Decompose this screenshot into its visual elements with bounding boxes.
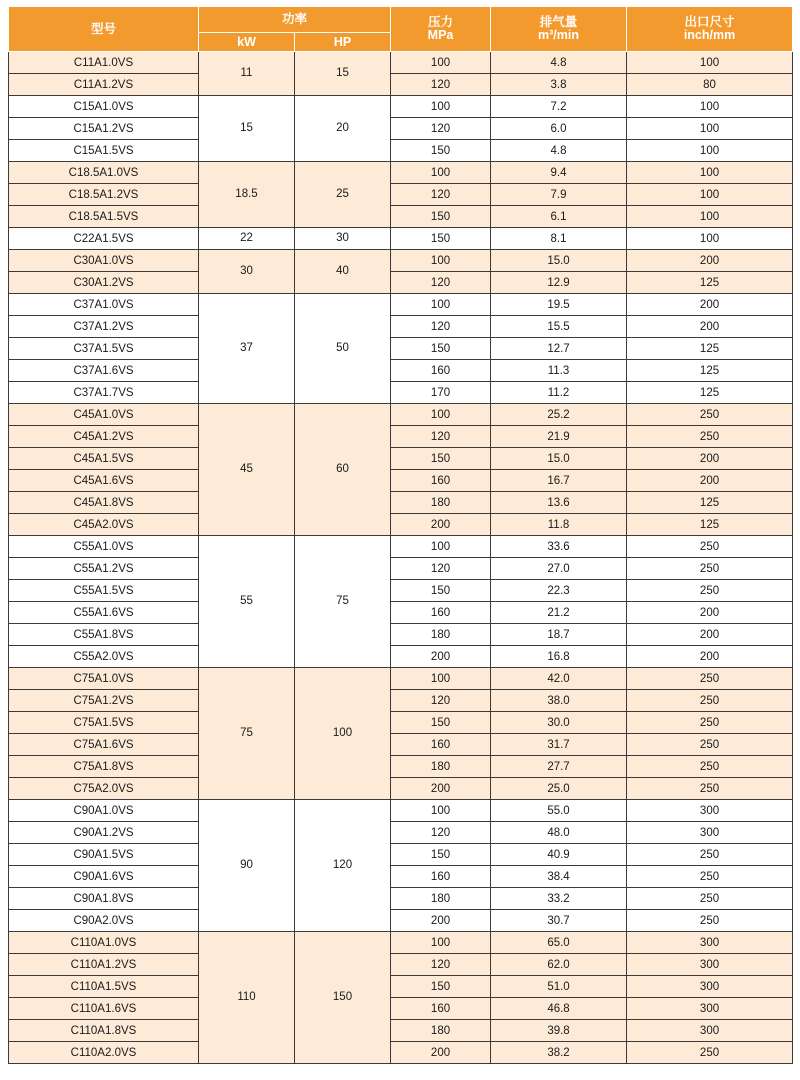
model-cell: C110A1.2VS	[9, 954, 199, 976]
header-flow-label: 排气量	[539, 15, 578, 29]
pressure-cell: 200	[391, 778, 491, 800]
flow-cell: 15.0	[491, 448, 627, 470]
outlet-cell: 250	[627, 844, 793, 866]
outlet-cell: 250	[627, 580, 793, 602]
outlet-cell: 250	[627, 734, 793, 756]
table-row	[9, 514, 793, 536]
flow-cell: 48.0	[491, 822, 627, 844]
pressure-cell: 120	[391, 184, 491, 206]
flow-cell: 38.0	[491, 690, 627, 712]
pressure-cell: 200	[391, 1042, 491, 1064]
table-row	[9, 734, 793, 756]
table-row	[9, 580, 793, 602]
power-hp-cell: 60	[295, 404, 391, 536]
header-pressure	[391, 7, 491, 52]
pressure-cell: 200	[391, 514, 491, 536]
power-hp-cell: 40	[295, 250, 391, 294]
pressure-cell: 120	[391, 316, 491, 338]
table-row	[9, 470, 793, 492]
table-row	[9, 96, 793, 118]
outlet-cell: 250	[627, 888, 793, 910]
outlet-cell: 300	[627, 932, 793, 954]
outlet-cell: 250	[627, 690, 793, 712]
flow-cell: 4.8	[491, 52, 627, 74]
flow-cell: 11.3	[491, 360, 627, 382]
table-row	[9, 184, 793, 206]
outlet-cell: 200	[627, 624, 793, 646]
outlet-cell: 200	[627, 470, 793, 492]
flow-cell: 31.7	[491, 734, 627, 756]
flow-cell: 3.8	[491, 74, 627, 96]
outlet-cell: 200	[627, 602, 793, 624]
model-cell: C110A2.0VS	[9, 1042, 199, 1064]
model-cell: C22A1.5VS	[9, 228, 199, 250]
pressure-cell: 150	[391, 206, 491, 228]
model-cell: C110A1.0VS	[9, 932, 199, 954]
power-kw-cell: 90	[199, 800, 295, 932]
pressure-cell: 100	[391, 96, 491, 118]
outlet-cell: 300	[627, 954, 793, 976]
table-row	[9, 118, 793, 140]
outlet-cell: 250	[627, 558, 793, 580]
outlet-cell: 125	[627, 360, 793, 382]
pressure-cell: 160	[391, 470, 491, 492]
power-kw-cell: 45	[199, 404, 295, 536]
pressure-cell: 120	[391, 954, 491, 976]
pressure-cell: 160	[391, 998, 491, 1020]
pressure-cell: 120	[391, 272, 491, 294]
table-row	[9, 800, 793, 822]
outlet-cell: 200	[627, 316, 793, 338]
model-cell: C90A1.5VS	[9, 844, 199, 866]
table-row	[9, 404, 793, 426]
outlet-cell: 80	[627, 74, 793, 96]
pressure-cell: 120	[391, 426, 491, 448]
power-hp-cell: 50	[295, 294, 391, 404]
header-pressure-unit: MPa	[427, 28, 454, 42]
outlet-cell: 100	[627, 206, 793, 228]
pressure-cell: 120	[391, 74, 491, 96]
model-cell: C37A1.0VS	[9, 294, 199, 316]
pressure-cell: 100	[391, 250, 491, 272]
flow-cell: 12.7	[491, 338, 627, 360]
header-flow	[491, 7, 627, 52]
flow-cell: 19.5	[491, 294, 627, 316]
table-row	[9, 316, 793, 338]
pressure-cell: 200	[391, 910, 491, 932]
flow-cell: 40.9	[491, 844, 627, 866]
power-kw-cell: 11	[199, 52, 295, 96]
outlet-cell: 250	[627, 866, 793, 888]
outlet-cell: 300	[627, 800, 793, 822]
model-cell: C90A1.6VS	[9, 866, 199, 888]
pressure-cell: 200	[391, 646, 491, 668]
pressure-cell: 150	[391, 140, 491, 162]
model-cell: C90A1.2VS	[9, 822, 199, 844]
power-kw-cell: 37	[199, 294, 295, 404]
table-row	[9, 162, 793, 184]
model-cell: C45A1.5VS	[9, 448, 199, 470]
flow-cell: 21.9	[491, 426, 627, 448]
header-outlet-label: 出口尺寸	[684, 15, 735, 29]
flow-cell: 27.0	[491, 558, 627, 580]
table-row	[9, 778, 793, 800]
flow-cell: 8.1	[491, 228, 627, 250]
flow-cell: 4.8	[491, 140, 627, 162]
pressure-cell: 100	[391, 668, 491, 690]
pressure-cell: 100	[391, 52, 491, 74]
outlet-cell: 250	[627, 712, 793, 734]
outlet-cell: 200	[627, 250, 793, 272]
power-kw-cell: 110	[199, 932, 295, 1064]
table-row	[9, 624, 793, 646]
outlet-cell: 250	[627, 1042, 793, 1064]
table-row	[9, 52, 793, 74]
pressure-cell: 150	[391, 448, 491, 470]
power-hp-cell: 30	[295, 228, 391, 250]
power-kw-cell: 55	[199, 536, 295, 668]
table-row	[9, 360, 793, 382]
outlet-cell: 100	[627, 228, 793, 250]
model-cell: C45A2.0VS	[9, 514, 199, 536]
pressure-cell: 180	[391, 624, 491, 646]
model-cell: C55A1.0VS	[9, 536, 199, 558]
table-row	[9, 536, 793, 558]
model-cell: C11A1.2VS	[9, 74, 199, 96]
table-body	[9, 52, 793, 1064]
flow-cell: 13.6	[491, 492, 627, 514]
flow-cell: 38.4	[491, 866, 627, 888]
model-cell: C11A1.0VS	[9, 52, 199, 74]
table-row	[9, 756, 793, 778]
flow-cell: 6.1	[491, 206, 627, 228]
outlet-cell: 250	[627, 756, 793, 778]
header-outlet	[627, 7, 793, 52]
outlet-cell: 125	[627, 492, 793, 514]
pressure-cell: 150	[391, 712, 491, 734]
table-header	[9, 7, 793, 52]
pressure-cell: 120	[391, 822, 491, 844]
power-kw-cell: 18.5	[199, 162, 295, 228]
table-row	[9, 910, 793, 932]
flow-cell: 30.7	[491, 910, 627, 932]
model-cell: C90A1.0VS	[9, 800, 199, 822]
outlet-cell: 100	[627, 140, 793, 162]
model-cell: C18.5A1.2VS	[9, 184, 199, 206]
pressure-cell: 150	[391, 844, 491, 866]
header-kw: kW	[199, 33, 295, 52]
outlet-cell: 125	[627, 338, 793, 360]
model-cell: C15A1.0VS	[9, 96, 199, 118]
header-power: 功率	[199, 7, 391, 33]
model-cell: C37A1.7VS	[9, 382, 199, 404]
pressure-cell: 100	[391, 800, 491, 822]
flow-cell: 16.7	[491, 470, 627, 492]
outlet-cell: 100	[627, 118, 793, 140]
power-kw-cell: 75	[199, 668, 295, 800]
outlet-cell: 250	[627, 426, 793, 448]
model-cell: C18.5A1.0VS	[9, 162, 199, 184]
power-hp-cell: 100	[295, 668, 391, 800]
table-row	[9, 998, 793, 1020]
pressure-cell: 180	[391, 492, 491, 514]
header-flow-unit: m³/min	[538, 28, 579, 42]
table-row	[9, 976, 793, 998]
flow-cell: 30.0	[491, 712, 627, 734]
pressure-cell: 150	[391, 580, 491, 602]
flow-cell: 22.3	[491, 580, 627, 602]
flow-cell: 18.7	[491, 624, 627, 646]
outlet-cell: 250	[627, 404, 793, 426]
outlet-cell: 125	[627, 382, 793, 404]
outlet-cell: 250	[627, 910, 793, 932]
pressure-cell: 150	[391, 228, 491, 250]
pressure-cell: 160	[391, 866, 491, 888]
table-row	[9, 668, 793, 690]
table-row	[9, 1020, 793, 1042]
model-cell: C15A1.2VS	[9, 118, 199, 140]
power-kw-cell: 30	[199, 250, 295, 294]
pressure-cell: 100	[391, 536, 491, 558]
pressure-cell: 150	[391, 976, 491, 998]
pressure-cell: 120	[391, 558, 491, 580]
model-cell: C90A1.8VS	[9, 888, 199, 910]
flow-cell: 25.2	[491, 404, 627, 426]
outlet-cell: 100	[627, 52, 793, 74]
model-cell: C37A1.2VS	[9, 316, 199, 338]
flow-cell: 11.2	[491, 382, 627, 404]
outlet-cell: 300	[627, 822, 793, 844]
pressure-cell: 160	[391, 360, 491, 382]
table-row	[9, 844, 793, 866]
pressure-cell: 180	[391, 756, 491, 778]
flow-cell: 51.0	[491, 976, 627, 998]
model-cell: C110A1.5VS	[9, 976, 199, 998]
outlet-cell: 250	[627, 778, 793, 800]
pressure-cell: 180	[391, 888, 491, 910]
table-row	[9, 866, 793, 888]
model-cell: C75A1.2VS	[9, 690, 199, 712]
table-row	[9, 954, 793, 976]
table-row	[9, 712, 793, 734]
table-row	[9, 932, 793, 954]
pressure-cell: 120	[391, 690, 491, 712]
table-row	[9, 646, 793, 668]
model-cell: C37A1.6VS	[9, 360, 199, 382]
outlet-cell: 250	[627, 668, 793, 690]
model-cell: C75A1.8VS	[9, 756, 199, 778]
model-cell: C110A1.8VS	[9, 1020, 199, 1042]
spec-table-container	[8, 6, 792, 1064]
power-hp-cell: 15	[295, 52, 391, 96]
outlet-cell: 125	[627, 514, 793, 536]
model-cell: C55A1.2VS	[9, 558, 199, 580]
pressure-cell: 180	[391, 1020, 491, 1042]
flow-cell: 6.0	[491, 118, 627, 140]
pressure-cell: 150	[391, 338, 491, 360]
flow-cell: 21.2	[491, 602, 627, 624]
pressure-cell: 100	[391, 294, 491, 316]
model-cell: C110A1.6VS	[9, 998, 199, 1020]
table-row	[9, 558, 793, 580]
pressure-cell: 120	[391, 118, 491, 140]
flow-cell: 9.4	[491, 162, 627, 184]
header-outlet-unit: inch/mm	[683, 28, 736, 42]
flow-cell: 33.2	[491, 888, 627, 910]
power-hp-cell: 25	[295, 162, 391, 228]
model-cell: C45A1.0VS	[9, 404, 199, 426]
flow-cell: 38.2	[491, 1042, 627, 1064]
model-cell: C45A1.8VS	[9, 492, 199, 514]
table-row	[9, 74, 793, 96]
outlet-cell: 200	[627, 448, 793, 470]
flow-cell: 7.2	[491, 96, 627, 118]
model-cell: C15A1.5VS	[9, 140, 199, 162]
table-row	[9, 338, 793, 360]
table-row	[9, 888, 793, 910]
table-row	[9, 690, 793, 712]
power-hp-cell: 150	[295, 932, 391, 1064]
header-model: 型号	[9, 7, 199, 52]
flow-cell: 33.6	[491, 536, 627, 558]
model-cell: C30A1.0VS	[9, 250, 199, 272]
flow-cell: 65.0	[491, 932, 627, 954]
flow-cell: 42.0	[491, 668, 627, 690]
model-cell: C30A1.2VS	[9, 272, 199, 294]
model-cell: C55A1.5VS	[9, 580, 199, 602]
table-row	[9, 492, 793, 514]
flow-cell: 27.7	[491, 756, 627, 778]
model-cell: C18.5A1.5VS	[9, 206, 199, 228]
table-row	[9, 228, 793, 250]
outlet-cell: 200	[627, 294, 793, 316]
flow-cell: 7.9	[491, 184, 627, 206]
model-cell: C45A1.6VS	[9, 470, 199, 492]
model-cell: C90A2.0VS	[9, 910, 199, 932]
flow-cell: 62.0	[491, 954, 627, 976]
flow-cell: 11.8	[491, 514, 627, 536]
pressure-cell: 100	[391, 404, 491, 426]
table-row	[9, 602, 793, 624]
flow-cell: 16.8	[491, 646, 627, 668]
outlet-cell: 300	[627, 998, 793, 1020]
table-row	[9, 448, 793, 470]
outlet-cell: 200	[627, 646, 793, 668]
model-cell: C75A2.0VS	[9, 778, 199, 800]
power-hp-cell: 20	[295, 96, 391, 162]
outlet-cell: 125	[627, 272, 793, 294]
table-row	[9, 1042, 793, 1064]
table-row	[9, 206, 793, 228]
model-cell: C55A1.8VS	[9, 624, 199, 646]
header-hp: HP	[295, 33, 391, 52]
power-kw-cell: 15	[199, 96, 295, 162]
model-cell: C55A1.6VS	[9, 602, 199, 624]
pressure-cell: 160	[391, 602, 491, 624]
table-row	[9, 426, 793, 448]
outlet-cell: 100	[627, 96, 793, 118]
table-row	[9, 250, 793, 272]
pressure-cell: 100	[391, 932, 491, 954]
flow-cell: 39.8	[491, 1020, 627, 1042]
flow-cell: 46.8	[491, 998, 627, 1020]
flow-cell: 15.0	[491, 250, 627, 272]
outlet-cell: 100	[627, 184, 793, 206]
model-cell: C75A1.0VS	[9, 668, 199, 690]
power-hp-cell: 75	[295, 536, 391, 668]
outlet-cell: 100	[627, 162, 793, 184]
flow-cell: 12.9	[491, 272, 627, 294]
model-cell: C75A1.5VS	[9, 712, 199, 734]
model-cell: C75A1.6VS	[9, 734, 199, 756]
outlet-cell: 300	[627, 1020, 793, 1042]
header-pressure-label: 压力	[428, 15, 454, 29]
table-row	[9, 294, 793, 316]
pressure-cell: 170	[391, 382, 491, 404]
flow-cell: 15.5	[491, 316, 627, 338]
flow-cell: 55.0	[491, 800, 627, 822]
model-cell: C37A1.5VS	[9, 338, 199, 360]
flow-cell: 25.0	[491, 778, 627, 800]
pressure-cell: 100	[391, 162, 491, 184]
power-kw-cell: 22	[199, 228, 295, 250]
model-cell: C55A2.0VS	[9, 646, 199, 668]
power-hp-cell: 120	[295, 800, 391, 932]
outlet-cell: 300	[627, 976, 793, 998]
outlet-cell: 250	[627, 536, 793, 558]
table-row	[9, 822, 793, 844]
table-row	[9, 272, 793, 294]
compressor-spec-table	[8, 6, 793, 1064]
table-row	[9, 140, 793, 162]
table-row	[9, 382, 793, 404]
pressure-cell: 160	[391, 734, 491, 756]
model-cell: C45A1.2VS	[9, 426, 199, 448]
